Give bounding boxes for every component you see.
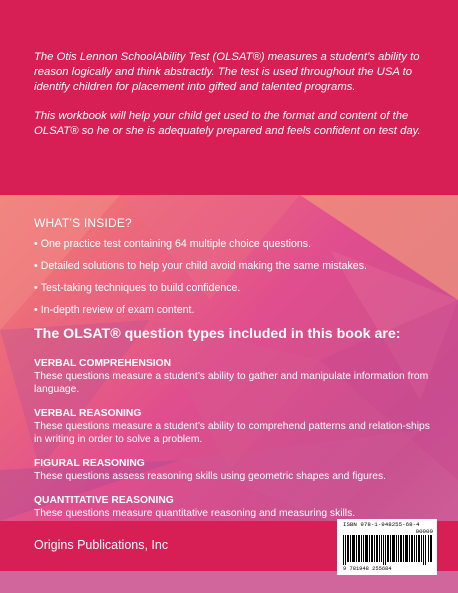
section-title: VERBAL COMPREHENSION (34, 358, 172, 369)
bullet-icon: • (34, 282, 38, 294)
section-text: These questions measure quantitative reasoning and measuring skills. (34, 508, 356, 519)
list-item: • Detailed solutions to help your child avoid making the same mistakes. (34, 260, 367, 272)
section-title: FIGURAL REASONING (34, 458, 145, 469)
price-code: 90000 (415, 528, 433, 535)
publisher-name: Origins Publications, Inc (34, 538, 169, 552)
list-item: • Test-taking techniques to build confidence. (34, 282, 241, 294)
barcode-box (337, 519, 437, 575)
intro-paragraph-2: This workbook will help your child get used to the format and content of the OLSAT® so he or she is adequately prepared and feels confident on test day. (34, 109, 421, 137)
bullet-icon: • (34, 260, 38, 272)
list-item: • In-depth review of exam content. (34, 304, 195, 316)
list-item: • One practice test containing 64 multiple choice questions. (34, 238, 312, 250)
intro-paragraph-1: The Otis Lennon SchoolAbility Test (OLSAT®) measures a student’s ability to reason logically and think abstractly. The test is used throughout the USA to identify children for placement into gifted and talented programs. (34, 51, 420, 94)
isbn-text: ISBN 978-1-948255-68-4 (343, 521, 420, 528)
intro-text (34, 50, 429, 152)
section-text: These questions measure a student’s ability to comprehend patterns and relation-ships in writing in order to solve a problem. (34, 421, 430, 445)
section-verbal-comprehension (34, 357, 434, 396)
barcode-number: 9 781948 255684 (343, 566, 392, 572)
section-figural-reasoning (34, 457, 434, 483)
whats-inside-heading: WHAT’S INSIDE? (34, 216, 132, 230)
section-text: These questions measure a student’s ability to gather and manipulate information from language. (34, 371, 429, 395)
bullet-icon: • (34, 238, 38, 250)
bullet-icon: • (34, 304, 38, 316)
section-title: VERBAL REASONING (34, 408, 142, 419)
section-verbal-reasoning (34, 407, 434, 446)
section-title: QUANTITATIVE REASONING (34, 495, 174, 506)
section-text: These questions assess reasoning skills using geometric shapes and figures. (34, 471, 386, 482)
question-types-title: The OLSAT® question types included in this book are: (34, 326, 401, 342)
main-content (34, 216, 434, 531)
section-quantitative-reasoning (34, 494, 434, 520)
barcode-icon (343, 535, 433, 565)
whats-inside-list (34, 238, 434, 317)
